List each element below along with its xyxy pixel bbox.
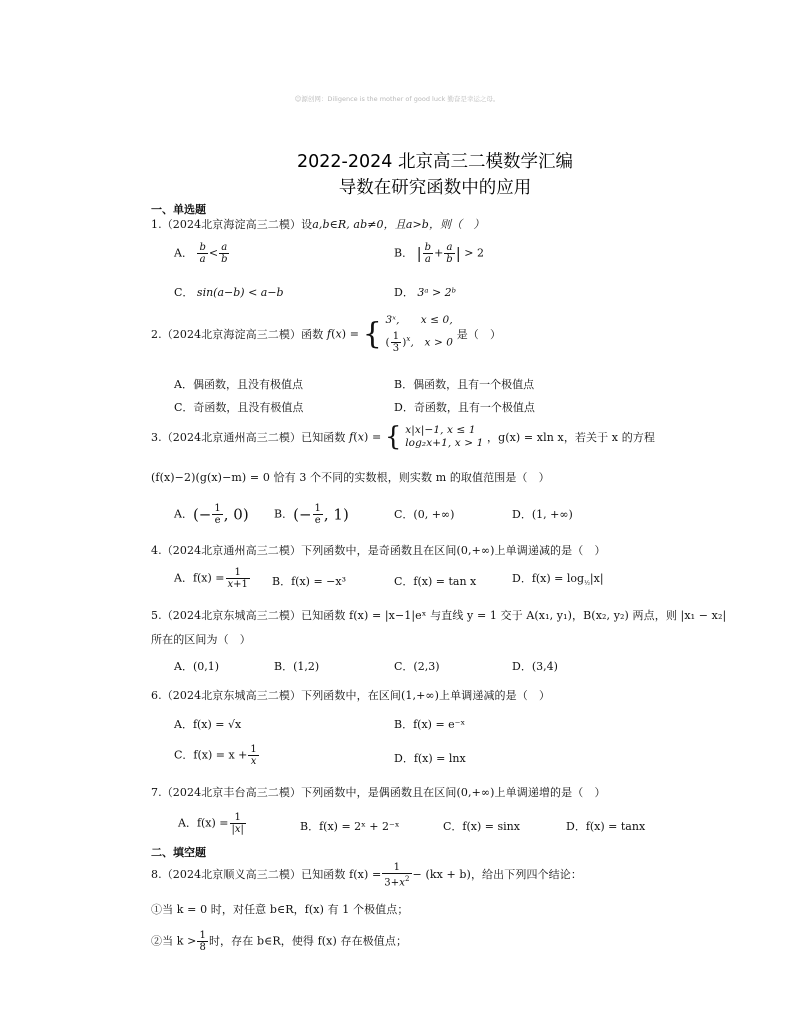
q8-conclusion-2: ②当 k > $\frac{1}{8}$ 时，存在 b∈R，使得 f(x) 存在极值点； [151,930,408,953]
section-heading-single-choice: 一、单选题 [151,203,206,216]
page-subtitle: 导数在研究函数中的应用 [338,178,532,198]
q2-case2: , x > 0 [410,336,454,349]
q1-option-b[interactable]: B． | $\frac{b}{a}$ + $\frac{a}{b}$ | > 2 [394,242,484,265]
question-6-stem: 6.（2024北京东城高三二模）下列函数中，在区间(1,+∞)上单调递减的是（ ） [151,689,551,702]
q2-prefix: 2.（2024北京海淀高三二模）函数 [151,328,324,341]
q4-d-text: D．f(x) = log [512,572,585,585]
question-8-stem: 8.（2024北京顺义高三二模）已知函数 f(x) = $\frac{1}{3+x^2}$ − (kx + b)，给出下列四个结论： [151,862,582,889]
q6-option-c[interactable]: C．f(x) = x + $\frac{1}{x}$ [174,744,257,767]
q3-a-open: (− [192,505,212,524]
q7-a-text: A．f(x) = [178,816,229,830]
q3-option-c[interactable]: C．(0, +∞) [394,508,455,521]
q1-a-frac2: $\frac{a}{b}$ [221,242,228,265]
q1-option-a[interactable]: A． $\frac{b}{a}$ < $\frac{a}{b}$ [174,242,228,265]
question-3-stem: 3.（2024北京通州高三二模）已知函数 f(x) = { x|x|−1, x ≤ 1 log₂x+1, x > 1 ，g(x) = xln x，若关于 x 的方程 [151,422,656,452]
q7-option-d[interactable]: D．f(x) = tanx [566,820,646,833]
q3-option-d[interactable]: D．(1, +∞) [512,508,573,521]
q1-c-text: sin(a−b) < a−b [196,286,284,299]
q7-option-b[interactable]: B．f(x) = 2ˣ + 2⁻ˣ [300,820,400,833]
q1-a-frac1: $\frac{b}{a}$ [199,242,206,265]
q5-option-a[interactable]: A．(0,1) [174,660,220,673]
q1-option-c[interactable] [174,284,284,300]
question-1-stem [151,216,484,232]
q1-option-d[interactable] [394,284,456,300]
watermark: ☺源创网：Diligence is the mother of good luck 勤奋是幸运之母。 [294,95,500,103]
question-5-stem: 5.（2024北京东城高三二模）已知函数 f(x) = |x−1|eˣ 与直线 y = 1 交于 A(x₁, y₁)，B(x₂, y₂) 两点，则 |x₁ − x₂| [151,609,727,622]
q2-option-d[interactable]: D．奇函数，且有一个极值点 [394,401,535,414]
q3-b-label: B． [274,507,294,521]
q3-mid: ，g(x) = xln x，若关于 x 的方程 [486,431,656,444]
q3-case2: log₂x+1, x > 1 [405,437,484,449]
q5-option-b[interactable]: B．(1,2) [274,660,320,673]
q1-b-tail: > 2 [464,246,484,260]
q5-option-d[interactable]: D．(3,4) [512,660,558,673]
q8-c2-prefix: ②当 k > [151,934,197,948]
q3-a-label: A． [174,507,193,521]
question-7-stem: 7.（2024北京丰台高三二模）下列函数中，是偶函数且在区间(0,+∞)上单调递增的是（ ） [151,786,606,799]
q6-option-b[interactable]: B．f(x) = e⁻ˣ [394,718,466,731]
q2-case1: 3ˣ, x ≤ 0, [385,314,453,326]
question-3-stem-line2: (f(x)−2)(g(x)−m) = 0 恰有 3 个不同的实数根，则实数 m 的取值范围是（ ） [151,471,550,484]
q3-b-close: , 1) [323,505,349,524]
question-5-stem-line2: 所在的区间为（ ） [151,633,251,646]
q7-option-a[interactable]: A．f(x) = $\frac{1}{|x|}$ [178,812,244,835]
section-heading-fill-in: 二、填空题 [151,846,206,859]
question-2-stem: 2.（2024北京海淀高三二模）函数 f(x) = { 3ˣ, x ≤ 0, ( $\frac{1}{3}$ )$^x$, x > 0 是（ ） [151,314,502,354]
q1-condition: a,b∈R, ab≠0，且a>b，则（ ） [312,218,485,231]
q1-d-text: 3ᵃ > 2ᵇ [417,286,457,299]
q4-a-text: A．f(x) = [174,571,225,585]
q3-cases [405,424,483,450]
q1-b-label: B． [394,246,414,260]
question-4-stem: 4.（2024北京通州高三二模）下列函数中，是奇函数且在区间(0,+∞)上单调递减的是（ ） [151,544,606,557]
q6-c-text: C．f(x) = x + [174,748,248,762]
q3-prefix: 3.（2024北京通州高三二模）已知函数 [151,431,346,444]
q3-option-a[interactable]: A．(− $\frac{1}{e}$ , 0) [174,503,249,526]
q8-conclusion-1: ①当 k = 0 时，对任意 b∈R，f(x) 有 1 个极值点； [151,903,409,916]
q8-suffix: − (kx + b)，给出下列四个结论： [412,868,582,882]
q2-cases: 3ˣ, x ≤ 0, ( $\frac{1}{3}$ )$^x$, x > 0 [385,314,454,354]
q8-c2-suffix: 时，存在 b∈R，使得 f(x) 存在极值点； [208,934,408,948]
q3-a-close: , 0) [223,505,249,524]
q5-option-c[interactable]: C．(2,3) [394,660,440,673]
q2-brace: { [362,316,382,352]
q3-brace: { [384,422,402,452]
q2-option-b[interactable]: B．偶函数，且有一个极值点 [394,378,535,391]
q4-d-tail: |x| [589,572,604,585]
q4-option-c[interactable]: C．f(x) = tan x [394,575,477,588]
q4-option-d[interactable]: D．$f(x) = \log_{\frac{1}{2}}|x|$ [512,572,604,588]
q2-suffix: 是（ ） [456,328,502,341]
q2-option-c[interactable]: C．奇函数，且没有极值点 [174,401,304,414]
q1-c-label: C． [174,286,194,299]
q6-option-a[interactable]: A．f(x) = √x [174,718,242,731]
q6-option-d[interactable]: D．f(x) = lnx [394,752,466,765]
q1-d-label: D． [394,286,414,299]
page-title: 2022-2024 北京高三二模数学汇编 [297,152,573,172]
q2-option-a[interactable]: A．偶函数，且没有极值点 [174,378,303,391]
q3-case1: x|x|−1, x ≤ 1 [405,424,476,436]
q1-a-label: A． [174,246,193,260]
q1-prefix: 1.（2024北京海淀高三二模）设 [151,218,313,231]
q8-prefix: 8.（2024北京顺义高三二模）已知函数 f(x) = [151,868,382,882]
q4-option-a[interactable]: A．f(x) = $\frac{1}{x+1}$ [174,567,248,590]
q3-b-open: (− [293,505,312,524]
q7-option-c[interactable]: C．f(x) = sinx [443,820,520,833]
q3-option-b[interactable]: B．(− $\frac{1}{e}$ , 1) [274,503,349,526]
q4-option-b[interactable]: B．f(x) = −x³ [272,575,346,588]
